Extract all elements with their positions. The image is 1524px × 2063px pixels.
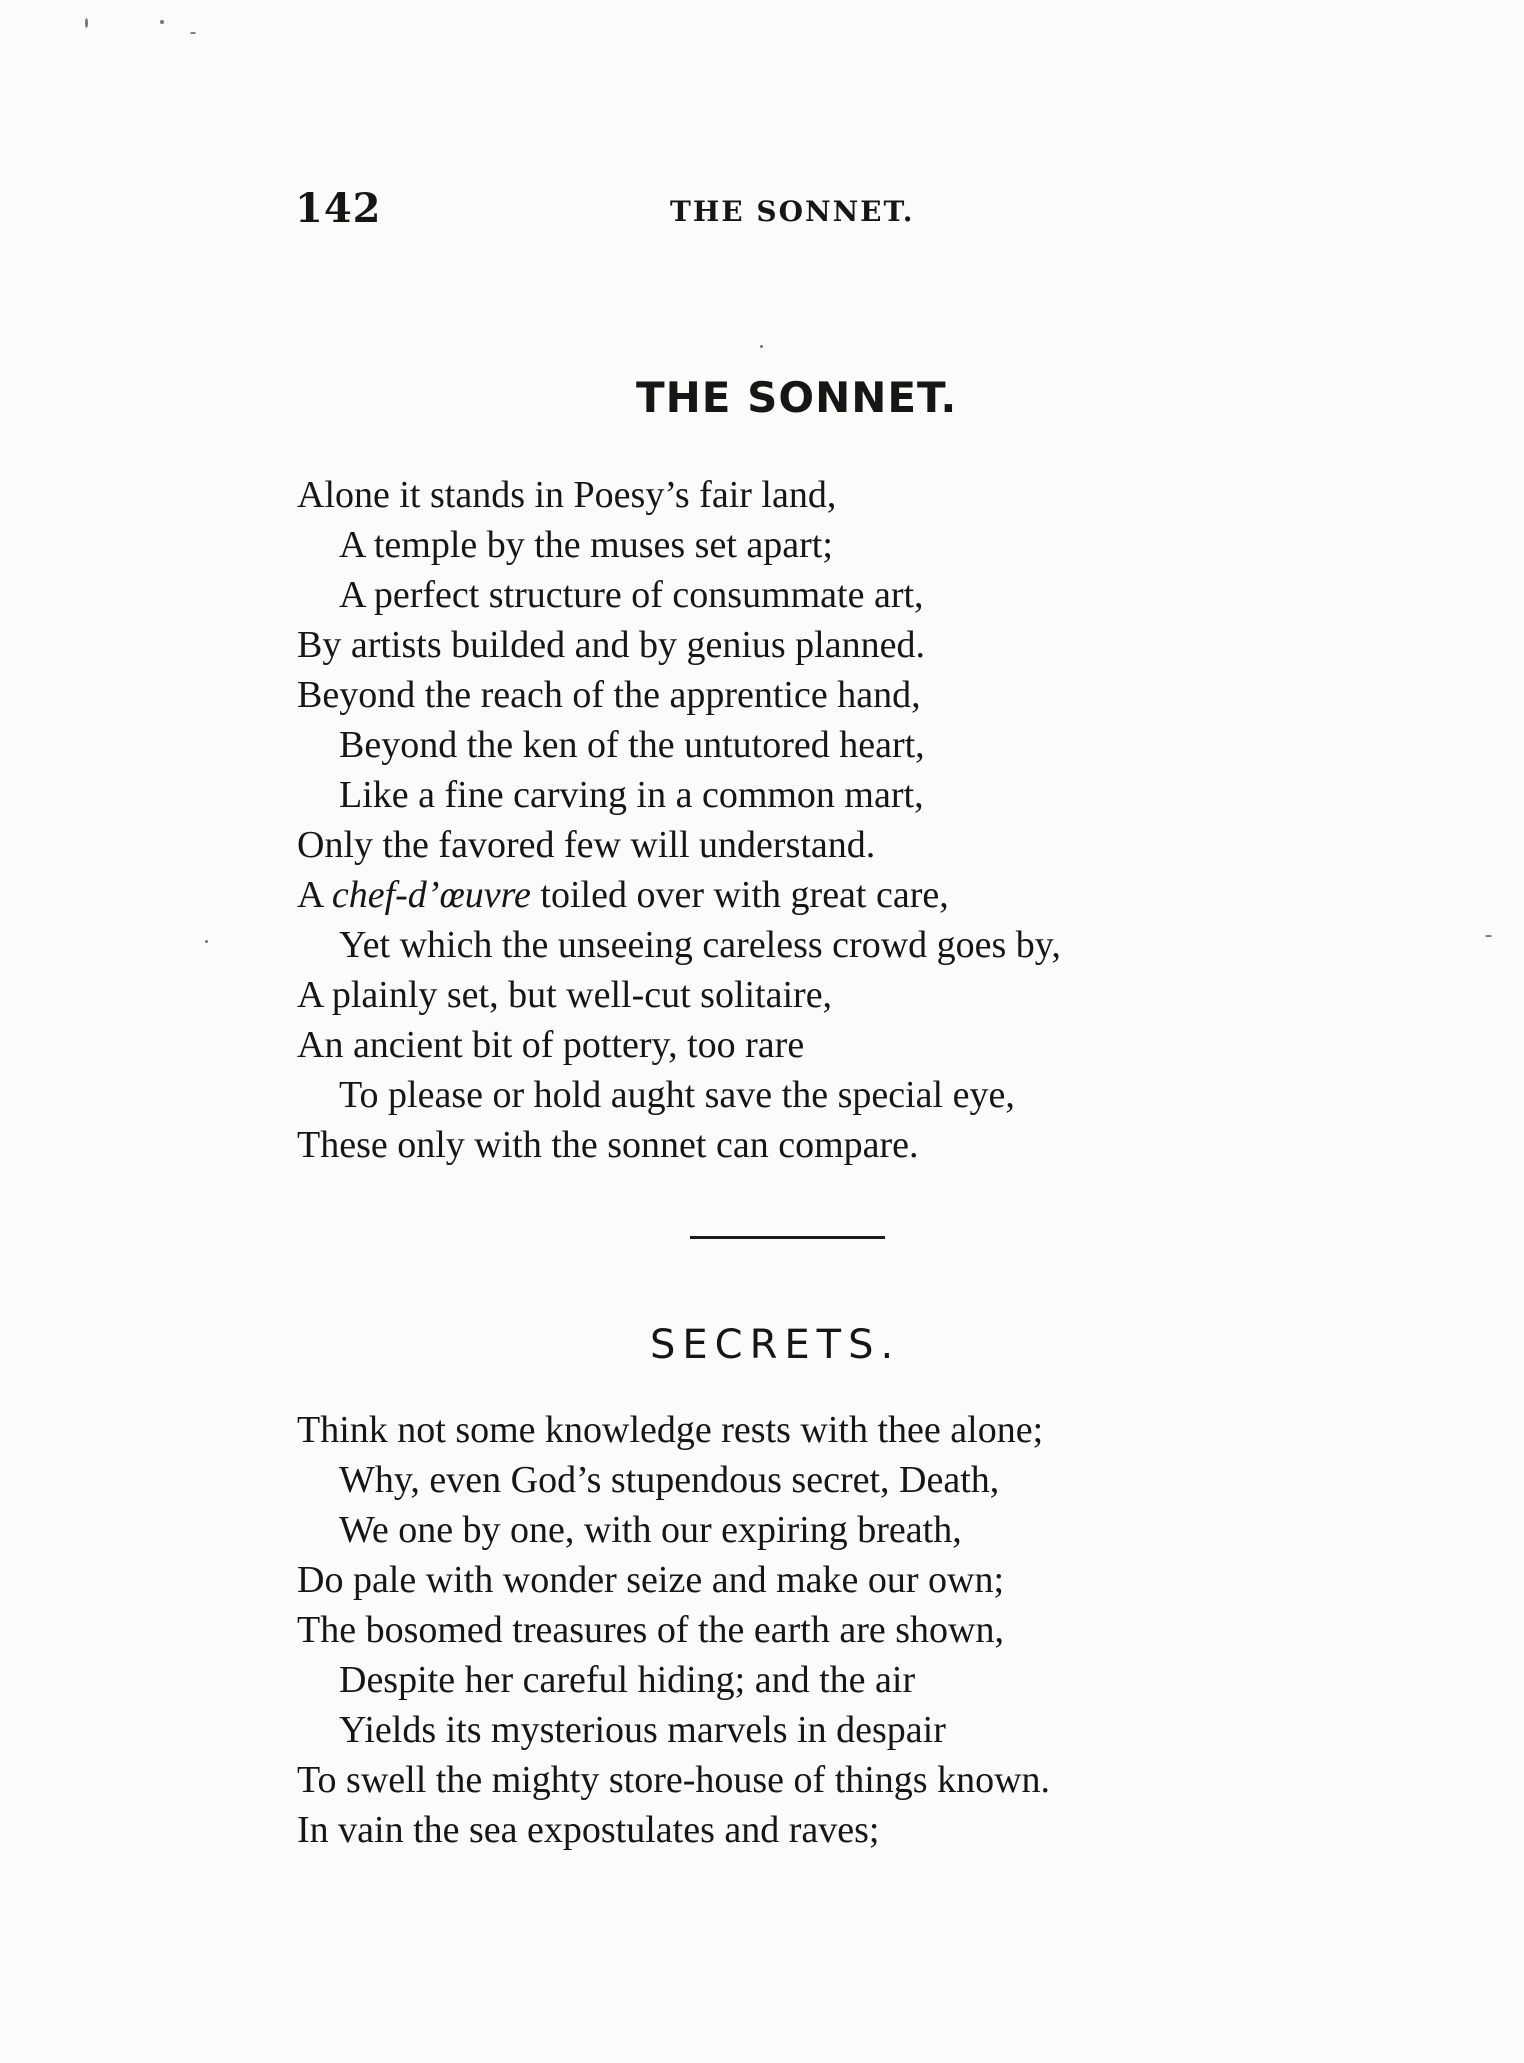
- line-text: A: [297, 874, 332, 916]
- line-text: Alone it stands in Poesy’s fair land,: [297, 474, 837, 516]
- line-text: Only the favored few will understand.: [297, 824, 876, 866]
- line-text: Beyond the reach of the apprentice hand,: [297, 674, 921, 716]
- poem-line: [297, 520, 1297, 570]
- scan-speck: [1485, 935, 1492, 937]
- scan-speck: [190, 32, 196, 34]
- scan-speck: [160, 20, 164, 24]
- poem-line: [297, 1755, 1297, 1805]
- line-text: Yields its mysterious marvels in despair: [339, 1709, 946, 1751]
- poem-line: [297, 1555, 1297, 1605]
- poem-line: [297, 1655, 1297, 1705]
- line-text: Beyond the ken of the untutored heart,: [339, 724, 925, 766]
- poem-line: [297, 1705, 1297, 1755]
- line-text: To please or hold aught save the special eye,: [339, 1074, 1015, 1116]
- line-text: Think not some knowledge rests with thee alone;: [297, 1409, 1044, 1451]
- line-text: A plainly set, but well-cut solitaire,: [297, 974, 833, 1016]
- poem-line: [297, 570, 1297, 620]
- poem-line: [297, 1120, 1297, 1170]
- line-text: A perfect structure of consummate art,: [339, 574, 924, 616]
- line-text: An ancient bit of pottery, too rare: [297, 1024, 805, 1066]
- line-text: A temple by the muses set apart;: [339, 524, 833, 566]
- poem-line: [297, 1405, 1297, 1455]
- line-text: Do pale with wonder seize and make our own;: [297, 1559, 1005, 1601]
- poem-line: [297, 720, 1297, 770]
- page-number: 142: [295, 185, 382, 232]
- poem-line: [297, 1505, 1297, 1555]
- poem-line: [297, 970, 1297, 1020]
- poem-line: [297, 1020, 1297, 1070]
- line-text: In vain the sea expostulates and raves;: [297, 1809, 880, 1851]
- scan-speck: [85, 18, 88, 28]
- running-title: THE SONNET.: [670, 195, 915, 228]
- poem-line: [297, 620, 1297, 670]
- poem-line: [297, 670, 1297, 720]
- section-divider-rule: [690, 1236, 885, 1239]
- poem-line: [297, 1455, 1297, 1505]
- poem-line: [297, 870, 1297, 920]
- poem-line: [297, 1605, 1297, 1655]
- poem-line: [297, 1805, 1297, 1855]
- line-text: Like a fine carving in a common mart,: [339, 774, 924, 816]
- poem-line: [297, 470, 1297, 520]
- poem-line: [297, 820, 1297, 870]
- poem-title-secrets: SECRETS.: [650, 1322, 901, 1368]
- running-head: [295, 185, 1215, 239]
- line-text: Why, even God’s stupendous secret, Death,: [339, 1459, 1000, 1501]
- scan-speck: [760, 345, 763, 348]
- poem-the-sonnet: [297, 470, 1297, 1170]
- line-text: We one by one, with our expiring breath,: [339, 1509, 962, 1551]
- line-text: The bosomed treasures of the earth are shown,: [297, 1609, 1004, 1651]
- poem-line: [297, 920, 1297, 970]
- line-text: To swell the mighty store-house of things known.: [297, 1759, 1051, 1801]
- poem-title-the-sonnet: THE SONNET.: [636, 373, 958, 422]
- line-text: Despite her careful hiding; and the air: [339, 1659, 916, 1701]
- line-text: Yet which the unseeing careless crowd goes by,: [339, 924, 1061, 966]
- line-text-italic: chef-d’œuvre: [331, 874, 531, 916]
- line-text: These only with the sonnet can compare.: [297, 1124, 919, 1166]
- line-text: toiled over with great care,: [530, 874, 949, 916]
- scan-speck: [205, 940, 208, 943]
- line-text: By artists builded and by genius planned.: [297, 624, 925, 666]
- poem-line: [297, 770, 1297, 820]
- poem-line: [297, 1070, 1297, 1120]
- poem-secrets: [297, 1405, 1297, 1855]
